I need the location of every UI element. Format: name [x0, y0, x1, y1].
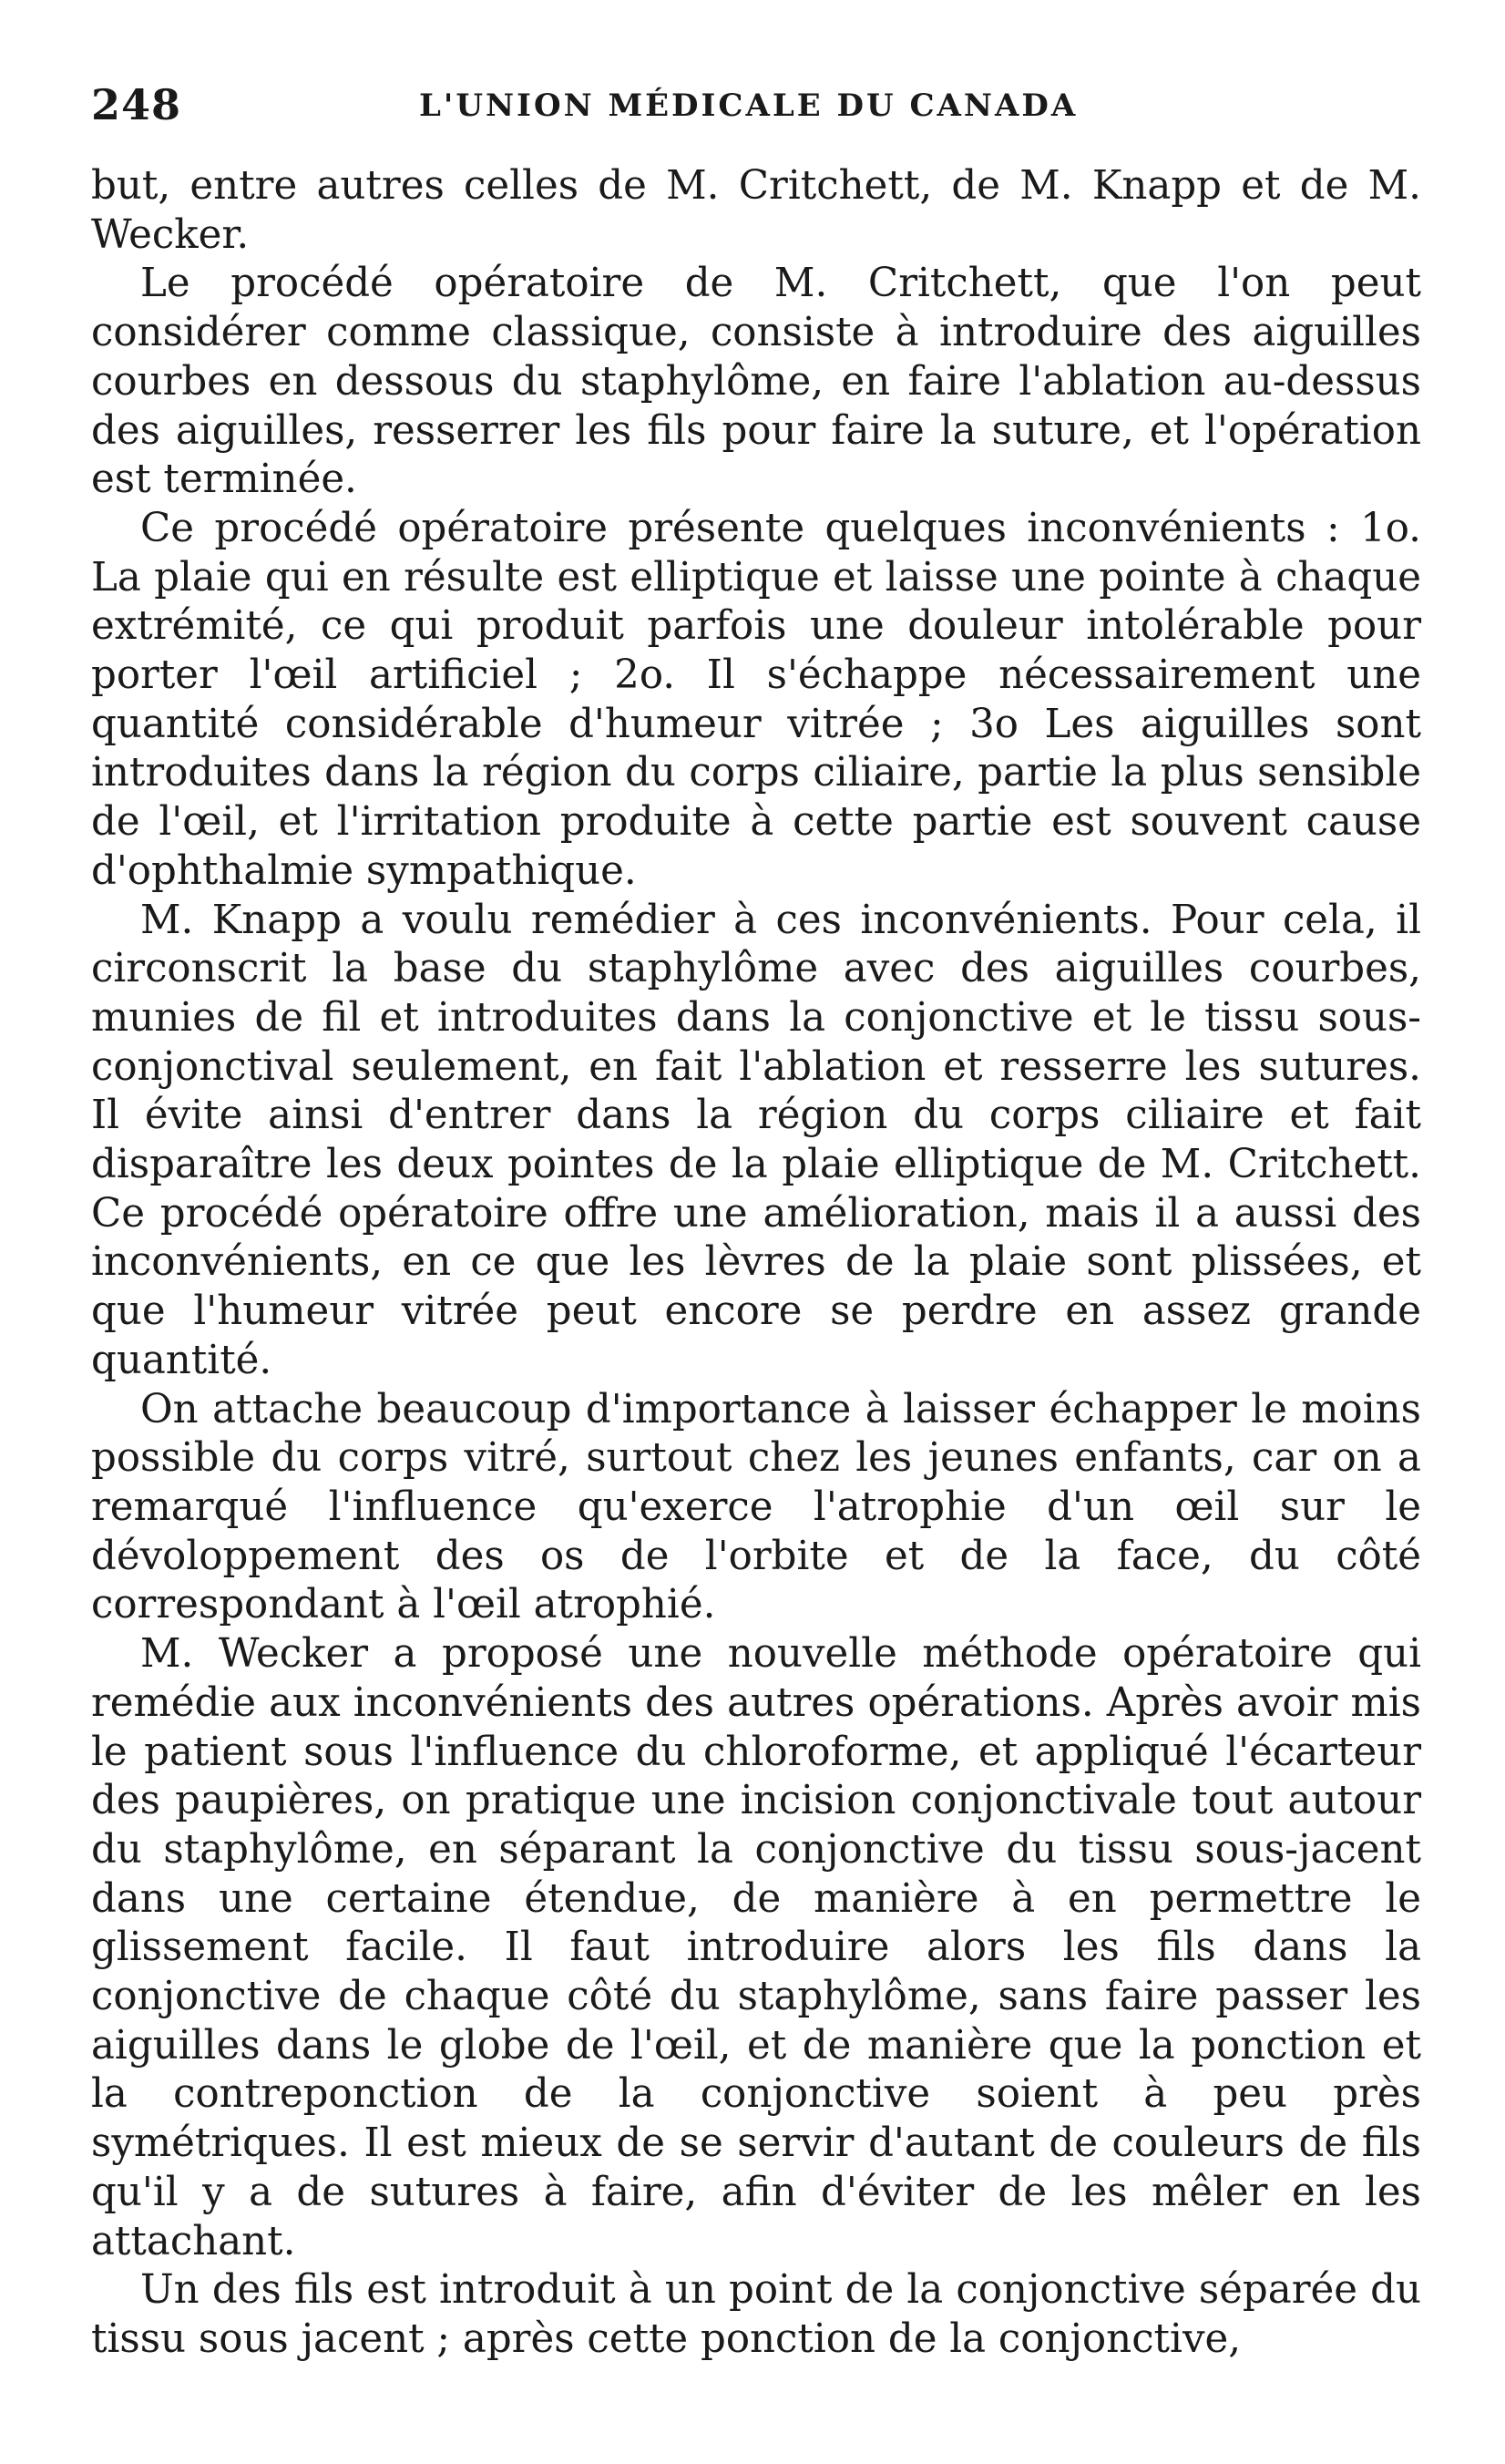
paragraph-critchett-procedure: Le procédé opératoire de M. Critchett, que l'on peut considérer comme classique, consiste à introduire des aiguilles courbes en dessous du staphylôme, en faire l'ablation au-dessus des aiguilles, resserrer les fils pour faire la suture, et l'opération est terminée.: [91, 261, 1421, 503]
journal-title: L'UNION MÉDICALE DU CANADA: [419, 87, 1079, 124]
paragraph-continuation: but, entre autres celles de M. Critchett, de M. Knapp et de M. Wecker.: [91, 163, 1421, 258]
paragraph-suture-introduction: Un des fils est introduit à un point de la conjonctive séparée du tissu sous jacent ; après cette ponction de la conjonctive,: [91, 2267, 1421, 2362]
paragraph-wecker-method: M. Wecker a proposé une nouvelle méthode opératoire qui remédie aux inconvénients des autres opérations. Après avoir mis le patient sous l'influence du chloroforme, et appliqué l'écarteur des paupières, on pratique une incision conjonctivale tout autour du staphylôme, en séparant la conjonctive du tissu sous-jacent dans une certaine étendue, de manière à en permettre le glissement facile. Il faut introduire alors les fils dans la conjonctive de chaque côté du staphylôme, sans faire passer les aiguilles dans le globe de l'œil, et de manière que la ponction et la contreponction de la conjonctive soient à peu près symétriques. Il est mieux de se servir d'autant de couleurs de fils qu'il y a de sutures à faire, afin d'éviter de les mêler en les attachant.: [91, 1631, 1421, 2264]
paragraph-vitreous-importance: On attache beaucoup d'importance à laisser échapper le moins possible du corps vitré, surtout chez les jeunes enfants, car on a remarqué l'influence qu'exerce l'atrophie d'un œil sur le dévoloppement des os de l'orbite et de la face, du côté correspondant à l'œil atrophié.: [91, 1386, 1421, 1628]
running-header: [91, 80, 1421, 135]
paragraph-knapp-procedure: M. Knapp a voulu remédier à ces inconvénients. Pour cela, il circonscrit la base du staphylôme avec des aiguilles courbes, munies de fil et introduites dans la conjonctive et le tissu sous-conjonctival seulement, en fait l'ablation et resserre les sutures. Il évite ainsi d'entrer dans la région du corps ciliaire et fait disparaître les deux pointes de la plaie elliptique de M. Critchett. Ce procédé opératoire offre une amélioration, mais il a aussi des inconvénients, en ce que les lèvres de la plaie sont plissées, et que l'humeur vitrée peut encore se perdre en assez grande quantité.: [91, 897, 1421, 1383]
page-number: 248: [91, 80, 182, 129]
article-body: [91, 162, 1421, 2365]
paragraph-inconveniences: Ce procédé opératoire présente quelques inconvénients : 1o. La plaie qui en résulte est elliptique et laisse une pointe à chaque extrémité, ce qui produit parfois une douleur intolérable pour porter l'œil artificiel ; 2o. Il s'échappe nécessairement une quantité considérable d'humeur vitrée ; 3o Les aiguilles sont introduites dans la région du corps ciliaire, partie la plus sensible de l'œil, et l'irritation produite à cette partie est souvent cause d'ophthalmie sympathique.: [91, 505, 1421, 894]
